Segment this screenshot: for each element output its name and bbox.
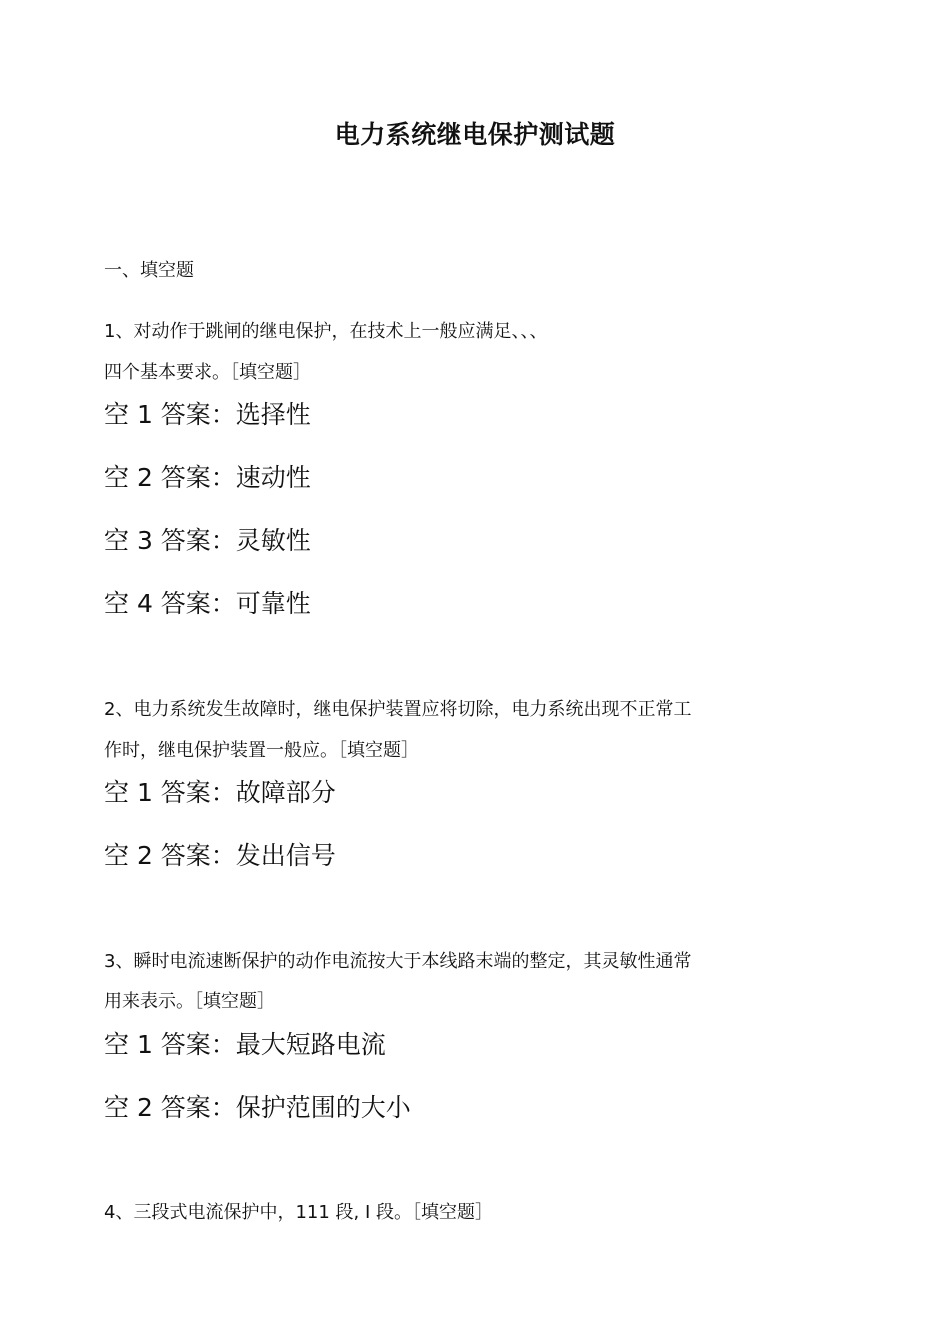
question-2-line-2: 作时，继电保护装置一般应。［填空题］	[104, 740, 419, 761]
question-1-answer-4: 空 4 答案：可靠性	[104, 589, 311, 618]
question-2-line-1: 2、电力系统发生故障时，继电保护装置应将切除，电力系统出现不正常工	[104, 699, 692, 720]
question-1-answer-3: 空 3 答案：灵敏性	[104, 526, 311, 555]
question-2-answer-2: 空 2 答案：发出信号	[104, 841, 336, 870]
question-2-answer-1: 空 1 答案：故障部分	[104, 778, 336, 807]
question-1-answer-2: 空 2 答案：速动性	[104, 463, 311, 492]
question-3-answer-1: 空 1 答案：最大短路电流	[104, 1030, 386, 1059]
question-1-answer-1: 空 1 答案：选择性	[104, 400, 311, 429]
question-3-line-2: 用来表示。［填空题］	[104, 991, 275, 1012]
question-3-line-1: 3、瞬时电流速断保护的动作电流按大于本线路末端的整定，其灵敏性通常	[104, 951, 692, 972]
question-4-line-1: 4、三段式电流保护中，111 段, I 段。［填空题］	[104, 1202, 494, 1223]
section-heading: 一、填空题	[104, 260, 194, 281]
document-title: 电力系统继电保护测试题	[334, 120, 616, 149]
question-1-line-1: 1、对动作于跳闸的继电保护，在技术上一般应满足、、、	[104, 321, 548, 342]
question-3-answer-2: 空 2 答案：保护范围的大小	[104, 1093, 411, 1122]
question-1-line-2: 四个基本要求。［填空题］	[104, 362, 311, 383]
